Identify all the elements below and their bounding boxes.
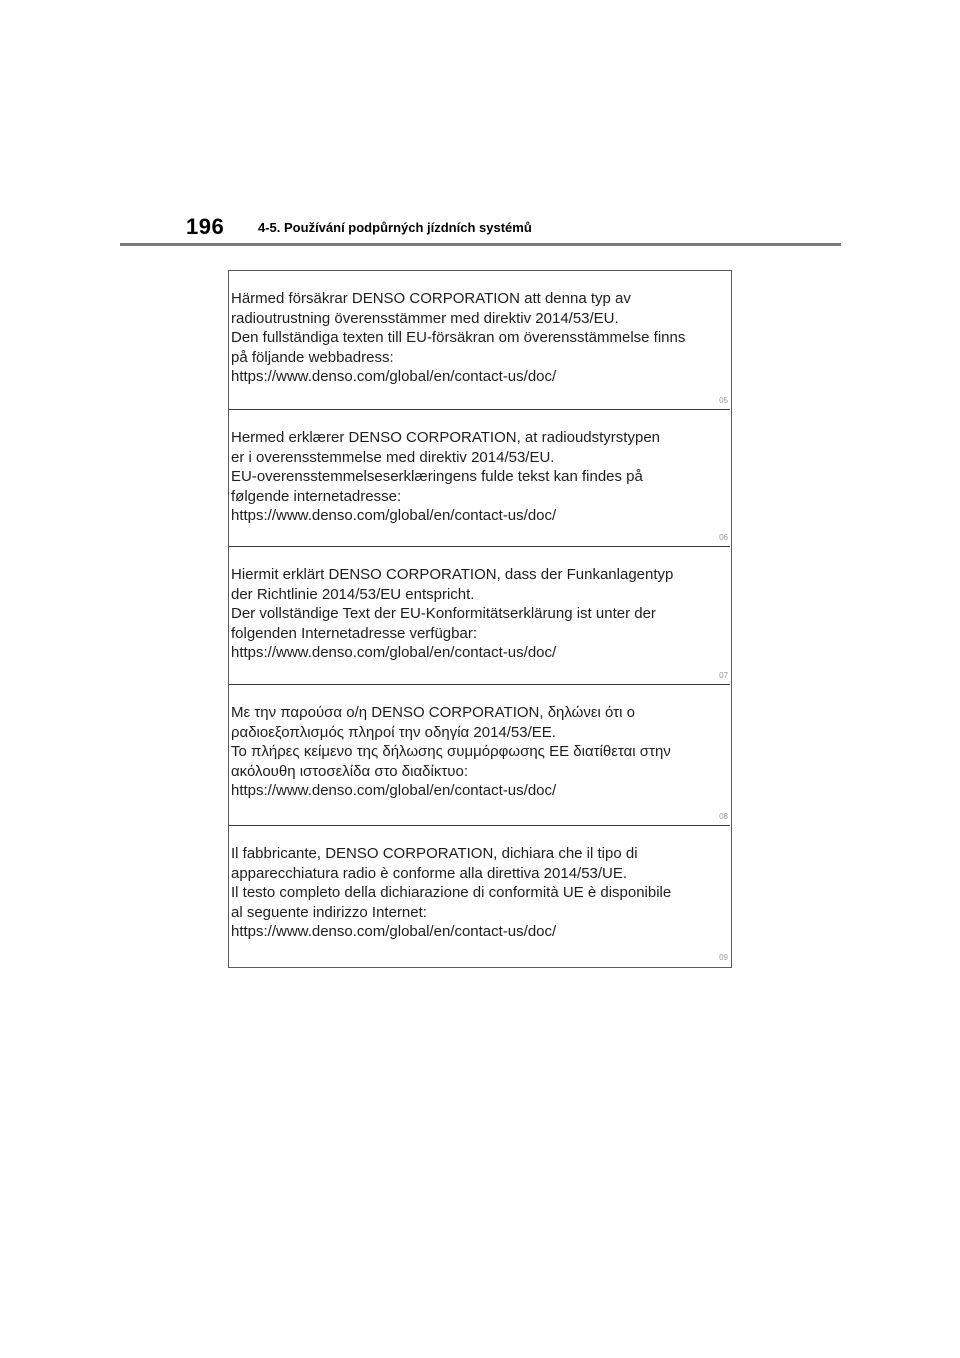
declaration-code: 09	[719, 953, 728, 962]
declaration-code: 08	[719, 812, 728, 821]
declaration-box	[228, 270, 732, 968]
declaration-italian	[229, 825, 730, 966]
page-number: 196	[186, 214, 225, 239]
declaration-code: 06	[719, 533, 728, 542]
declaration-danish	[229, 409, 730, 546]
declaration-text: Härmed försäkrar DENSO CORPORATION att denna typ av radioutrustning överensstämmer med direktiv 2014/53/EU. Den fullständiga texten till EU-försäkran om överensstämmelse finns på följande webbadress: https://www.denso.com/global/en/contact-us/doc/	[231, 290, 686, 385]
page-header	[0, 0, 960, 250]
declaration-code: 07	[719, 671, 728, 680]
declaration-german	[229, 546, 730, 684]
header-divider	[120, 243, 841, 246]
declaration-greek	[229, 684, 730, 825]
declaration-code: 05	[719, 396, 728, 405]
declaration-swedish	[229, 271, 730, 409]
section-title: 4-5. Používání podpůrných jízdních systémů	[258, 220, 532, 235]
declaration-text: Il fabbricante, DENSO CORPORATION, dichiara che il tipo di apparecchiatura radio è conforme alla direttiva 2014/53/UE. Il testo completo della dichiarazione di conformità UE è disponibile al seguente indirizzo Internet: https://www.denso.com/global/en/contact-us/doc/	[231, 845, 672, 940]
declaration-text: Με την παρούσα ο/η DENSO CORPORATION, δηλώνει ότι ο ραδιοεξοπλισμός πληροί την οδηγία 2014/53/ΕΕ. Το πλήρες κείμενο της δήλωσης συμμόρφωσης ΕΕ διατίθεται στην ακόλουθη ιστοσελίδα στο διαδίκτυο: https://www.denso.com/global/en/contact-us/doc/	[231, 704, 671, 799]
declaration-text: Hiermit erklärt DENSO CORPORATION, dass der Funkanlagentyp der Richtlinie 2014/53/EU entspricht. Der vollständige Text der EU-Konformitätserklärung ist unter der folgenden Internetadresse verfügbar: https://www.denso.com/global/en/contact-us/doc/	[231, 566, 674, 661]
declaration-text: Hermed erklærer DENSO CORPORATION, at radioudstyrstypen er i overensstemmelse med direktiv 2014/53/EU. EU-overensstemmelseserklæringens fulde tekst kan findes på følgende internetadresse: https://www.denso.com/global/en/contact-us/doc/	[231, 429, 661, 524]
